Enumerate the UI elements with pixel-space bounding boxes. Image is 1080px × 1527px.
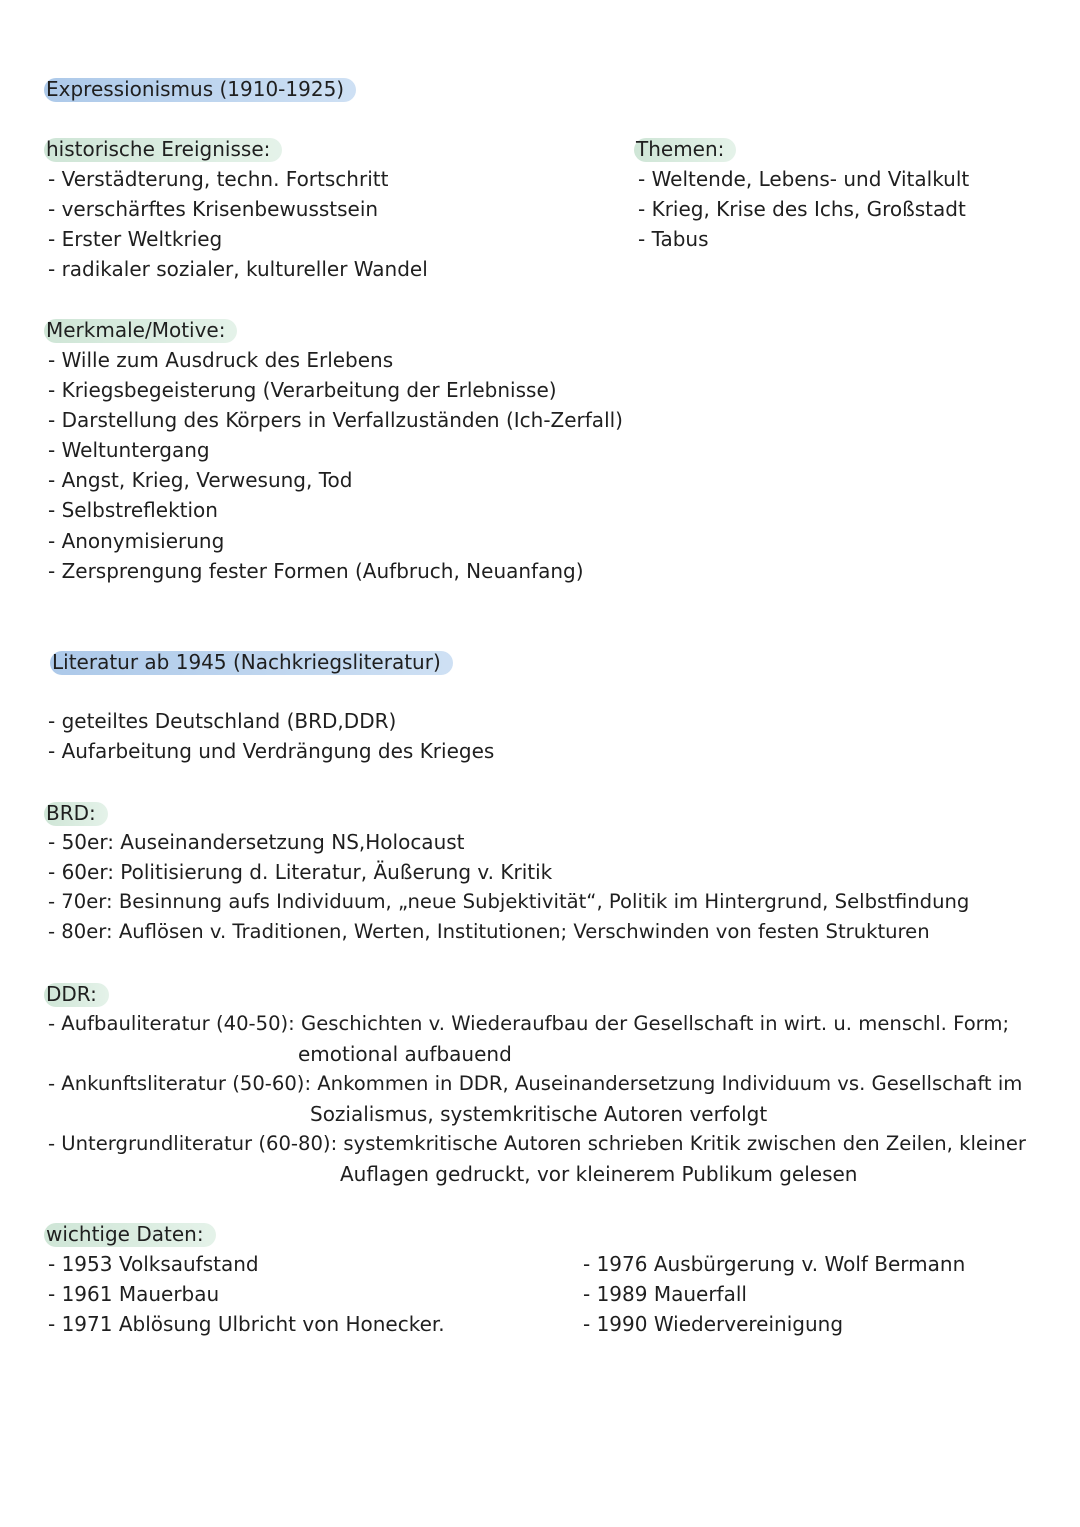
list-item: - 1989 Mauerfall [583,1282,747,1307]
ddr-aufbau-line2: emotional aufbauend [298,1042,512,1066]
ddr-untergrund-line2: Auflagen gedruckt, vor kleinerem Publikum gelesen [340,1162,858,1186]
list-item: - Angst, Krieg, Verwesung, Tod [48,468,353,493]
heading-merkmale-motive: Merkmale/Motive: [48,318,237,343]
list-item: - 1961 Mauerbau [48,1282,220,1307]
section-title-nachkriegsliteratur: Literatur ab 1945 (Nachkriegsliteratur) [54,650,453,675]
heading-historische-ereignisse: historische Ereignisse: [48,137,282,162]
list-item: - verschärftes Krisenbewusstsein [48,197,379,222]
list-item: - Krieg, Krise des Ichs, Großstadt [638,197,966,222]
list-item: - 50er: Auseinandersetzung NS,Holocaust [48,830,465,854]
ddr-untergrund-line1: - Untergrundliteratur (60-80): systemkritische Autoren schrieben Kritik zwischen den Zeilen, kleiner [48,1132,1026,1155]
heading-ddr: DDR: [48,982,109,1007]
list-item: - Anonymisierung [48,528,225,553]
section-title-expressionismus: Expressionismus (1910-1925) [48,77,356,102]
list-item: - Weltende, Lebens- und Vitalkult [638,167,970,191]
list-daten-left [48,1249,445,1339]
list-item: - Tabus [638,227,709,252]
list-item: - Wille zum Ausdruck des Erlebens [48,348,394,372]
heading-brd: BRD: [48,801,108,826]
list-item: - 80er: Auflösen v. Traditionen, Werten, Institutionen; Verschwinden von festen Strukturen [48,920,930,944]
list-historische-ereignisse [48,164,428,284]
heading-themen: Themen: [638,137,736,162]
list-item: - Verstädterung, techn. Fortschritt [48,167,389,191]
ddr-ankunft-line2: Sozialismus, systemkritische Autoren verfolgt [310,1102,768,1126]
list-brd [48,827,969,947]
list-item: - 60er: Politisierung d. Literatur, Äußerung v. Kritik [48,860,553,885]
list-item: - 70er: Besinnung aufs Individuum, „neue Subjektivität“, Politik im Hintergrund, Selbstfindung [48,890,970,914]
list-item: - geteiltes Deutschland (BRD,DDR) [48,709,397,733]
list-item: - Kriegsbegeisterung (Verarbeitung der Erlebnisse) [48,378,557,403]
list-item: - Aufarbeitung und Verdrängung des Krieges [48,739,495,764]
list-daten-right [583,1249,965,1339]
ddr-aufbau-line1: - Aufbauliteratur (40-50): Geschichten v. Wiederaufbau der Gesellschaft in wirt. u. menschl. Form; [48,1012,1010,1035]
list-item: - Darstellung des Körpers in Verfallzuständen (Ich-Zerfall) [48,408,623,433]
ddr-ankunft-line1: - Ankunftsliteratur (50-60): Ankommen in DDR, Auseinandersetzung Individuum vs. Gesellschaft im [48,1072,1023,1095]
list-item: - 1971 Ablösung Ulbricht von Honecker. [48,1312,445,1337]
list-themen [638,164,969,254]
list-item: - 1953 Volksaufstand [48,1252,259,1276]
list-item: - 1990 Wiedervereinigung [583,1312,844,1337]
list-item: - 1976 Ausbürgerung v. Wolf Bermann [583,1252,966,1276]
list-item: - Erster Weltkrieg [48,227,223,252]
heading-wichtige-daten: wichtige Daten: [48,1222,216,1247]
list-item: - Weltuntergang [48,438,210,463]
list-item: - Selbstreflektion [48,498,218,523]
list-nachkrieg-intro [48,706,494,766]
list-item: - Zersprengung fester Formen (Aufbruch, Neuanfang) [48,558,584,583]
list-item: - radikaler sozialer, kultureller Wandel [48,257,428,282]
list-merkmale-motive [48,345,623,586]
